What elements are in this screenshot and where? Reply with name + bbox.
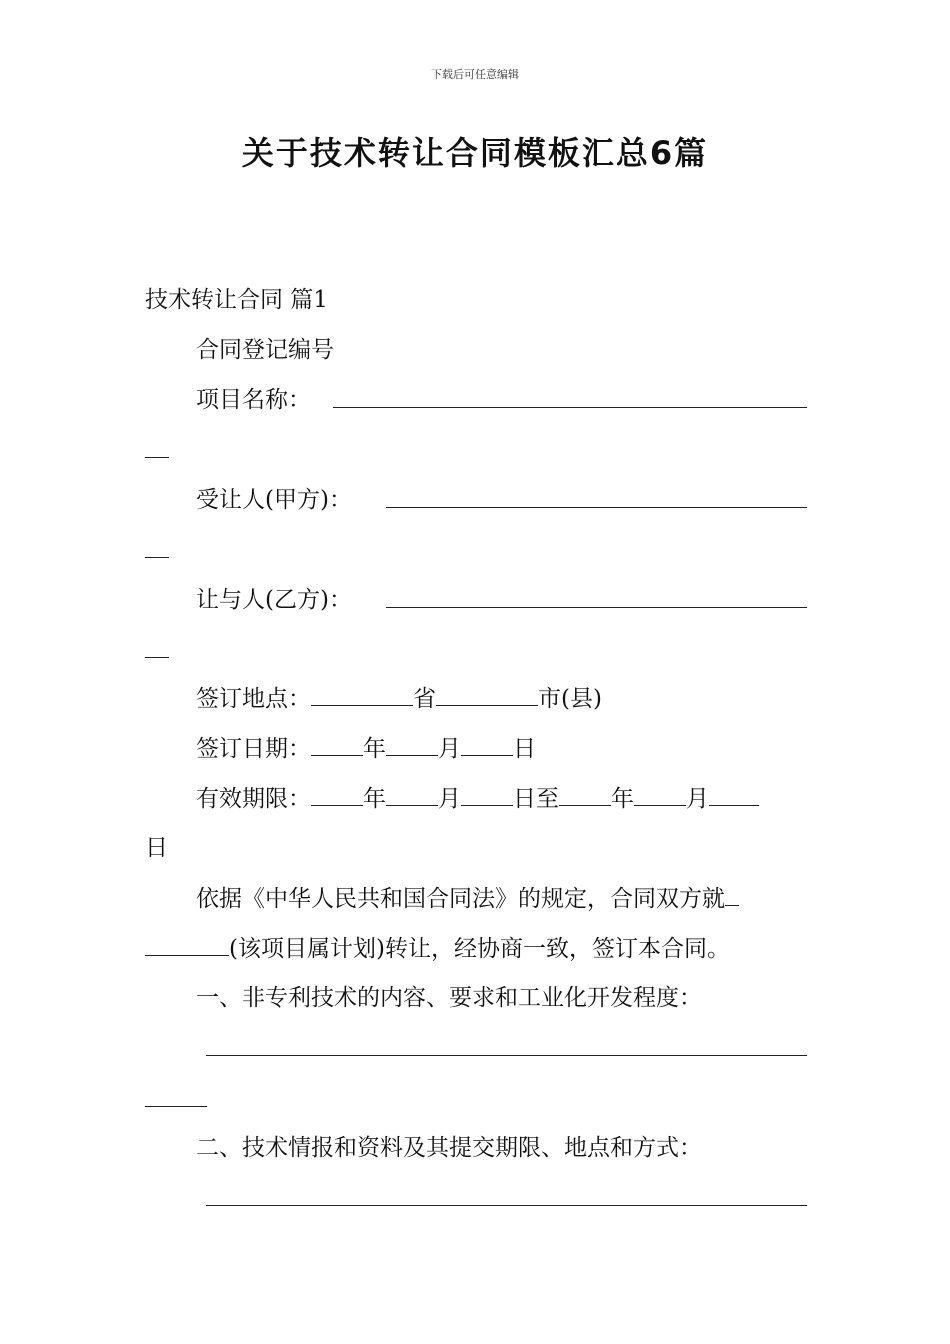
project-subject-blank-cont[interactable] bbox=[145, 931, 229, 956]
sign-month-blank[interactable] bbox=[386, 731, 438, 756]
clause-2-blank[interactable] bbox=[206, 1204, 807, 1206]
sign-day-blank[interactable] bbox=[461, 731, 513, 756]
valid-to-year-blank[interactable] bbox=[559, 781, 611, 806]
signing-date-row bbox=[196, 731, 808, 766]
clause-1-blank[interactable] bbox=[206, 1054, 807, 1056]
validity-day-end: 日 bbox=[145, 835, 168, 861]
registration-number-label: 合同登记编号 bbox=[196, 337, 334, 363]
transferor-row bbox=[196, 583, 808, 617]
year-label: 年 bbox=[363, 736, 386, 762]
valid-to-day-blank[interactable] bbox=[709, 781, 759, 806]
city-blank[interactable] bbox=[436, 681, 538, 706]
transferor-blank-cont bbox=[145, 656, 169, 658]
section-heading: 技术转让合同 篇1 bbox=[145, 287, 328, 313]
day-to-label: 日至 bbox=[513, 786, 559, 812]
clause-1-heading: 一、非专利技术的内容、要求和工业化开发程度： bbox=[196, 985, 702, 1011]
day-label: 日 bbox=[513, 736, 536, 762]
transferor-label: 让与人(乙方)： bbox=[196, 587, 352, 613]
month-label: 月 bbox=[438, 736, 461, 762]
city-label: 市(县) bbox=[538, 686, 602, 712]
valid-from-year-blank[interactable] bbox=[311, 781, 363, 806]
transferee-blank[interactable] bbox=[386, 506, 807, 508]
project-name-label: 项目名称： bbox=[196, 387, 311, 413]
signing-place-row bbox=[196, 681, 808, 716]
document-title: 关于技术转让合同模板汇总6篇 bbox=[241, 134, 709, 172]
validity-row bbox=[196, 781, 808, 816]
valid-from-day-blank[interactable] bbox=[461, 781, 513, 806]
project-name-row bbox=[196, 383, 808, 417]
province-blank[interactable] bbox=[311, 681, 413, 706]
transferee-blank-cont bbox=[145, 556, 169, 558]
valid-from-month-blank[interactable] bbox=[386, 781, 438, 806]
month-label: 月 bbox=[686, 786, 709, 812]
basis-line-2 bbox=[145, 931, 810, 966]
clause-1-blank-cont bbox=[145, 1105, 207, 1107]
header-note: 下载后可任意编辑 bbox=[431, 68, 519, 81]
month-label: 月 bbox=[438, 786, 461, 812]
transferor-blank[interactable] bbox=[386, 606, 807, 608]
province-label: 省 bbox=[413, 686, 436, 712]
transferee-label: 受让人(甲方)： bbox=[196, 487, 352, 513]
sign-year-blank[interactable] bbox=[311, 731, 363, 756]
basis-text-2: (该项目属计划)转让，经协商一致，签订本合同。 bbox=[229, 936, 730, 962]
year-label: 年 bbox=[611, 786, 634, 812]
valid-to-month-blank[interactable] bbox=[634, 781, 686, 806]
clause-2-heading: 二、技术情报和资料及其提交期限、地点和方式： bbox=[196, 1135, 702, 1161]
basis-line-1 bbox=[196, 881, 808, 916]
signing-place-label: 签订地点： bbox=[196, 686, 311, 712]
year-label: 年 bbox=[363, 786, 386, 812]
project-subject-blank[interactable] bbox=[725, 881, 739, 906]
project-name-blank[interactable] bbox=[333, 406, 807, 408]
signing-date-label: 签订日期： bbox=[196, 736, 311, 762]
basis-text-1: 依据《中华人民共和国合同法》的规定，合同双方就 bbox=[196, 886, 725, 912]
transferee-row bbox=[196, 483, 808, 517]
project-name-blank-cont bbox=[145, 456, 169, 458]
validity-label: 有效期限： bbox=[196, 786, 311, 812]
